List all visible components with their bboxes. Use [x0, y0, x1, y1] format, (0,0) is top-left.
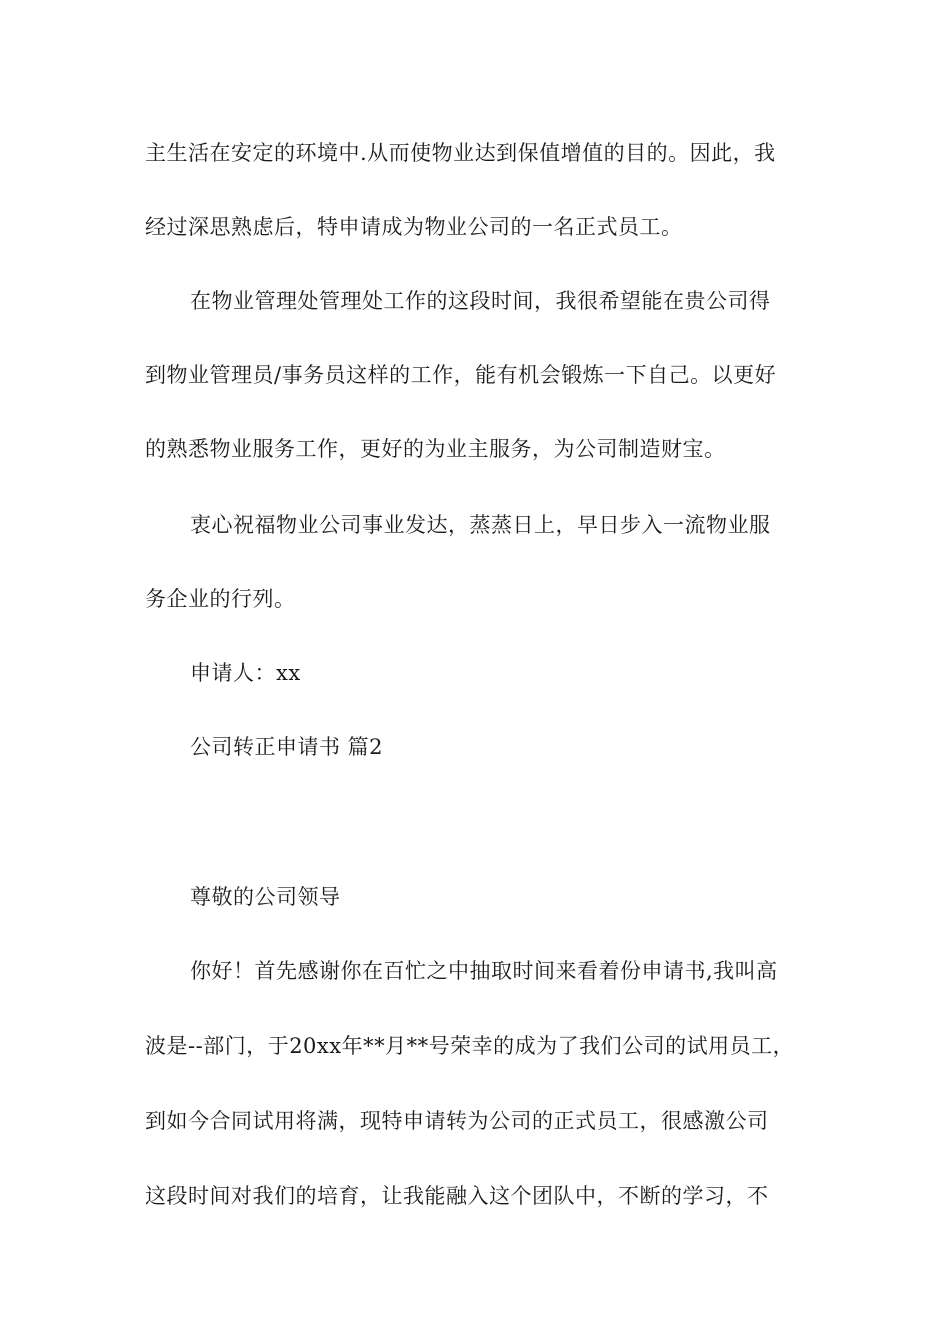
section-heading: 公司转正申请书 篇2 — [190, 735, 384, 759]
paragraph-line: 务企业的行列。 — [145, 587, 296, 611]
paragraph-line: 你好！首先感谢你在百忙之中抽取时间来看着份申请书,我叫高 — [190, 959, 778, 983]
applicant-line: 申请人：xx — [190, 661, 301, 685]
paragraph-line: 到物业管理员/事务员这样的工作，能有机会锻炼一下自己。以更好 — [145, 363, 777, 387]
paragraph-line: 经过深思熟虑后，特申请成为物业公司的一名正式员工。 — [145, 215, 683, 239]
paragraph-line: 这段时间对我们的培育，让我能融入这个团队中，不断的学习，不 — [145, 1184, 769, 1208]
paragraph-line: 波是--部门，于20xx年**月**号荣幸的成为了我们公司的试用员工， — [145, 1034, 795, 1058]
paragraph-line: 主生活在安定的环境中.从而使物业达到保值增值的目的。因此，我 — [145, 141, 776, 165]
paragraph-line: 衷心祝福物业公司事业发达，蒸蒸日上，早日步入一流物业服 — [190, 513, 771, 537]
paragraph-line: 到如今合同试用将满，现特申请转为公司的正式员工，很感激公司 — [145, 1109, 769, 1133]
salutation: 尊敬的公司领导 — [190, 885, 341, 909]
paragraph-line: 在物业管理处管理处工作的这段时间，我很希望能在贵公司得 — [190, 289, 771, 313]
paragraph-line: 的熟悉物业服务工作，更好的为业主服务，为公司制造财宝。 — [145, 437, 726, 461]
